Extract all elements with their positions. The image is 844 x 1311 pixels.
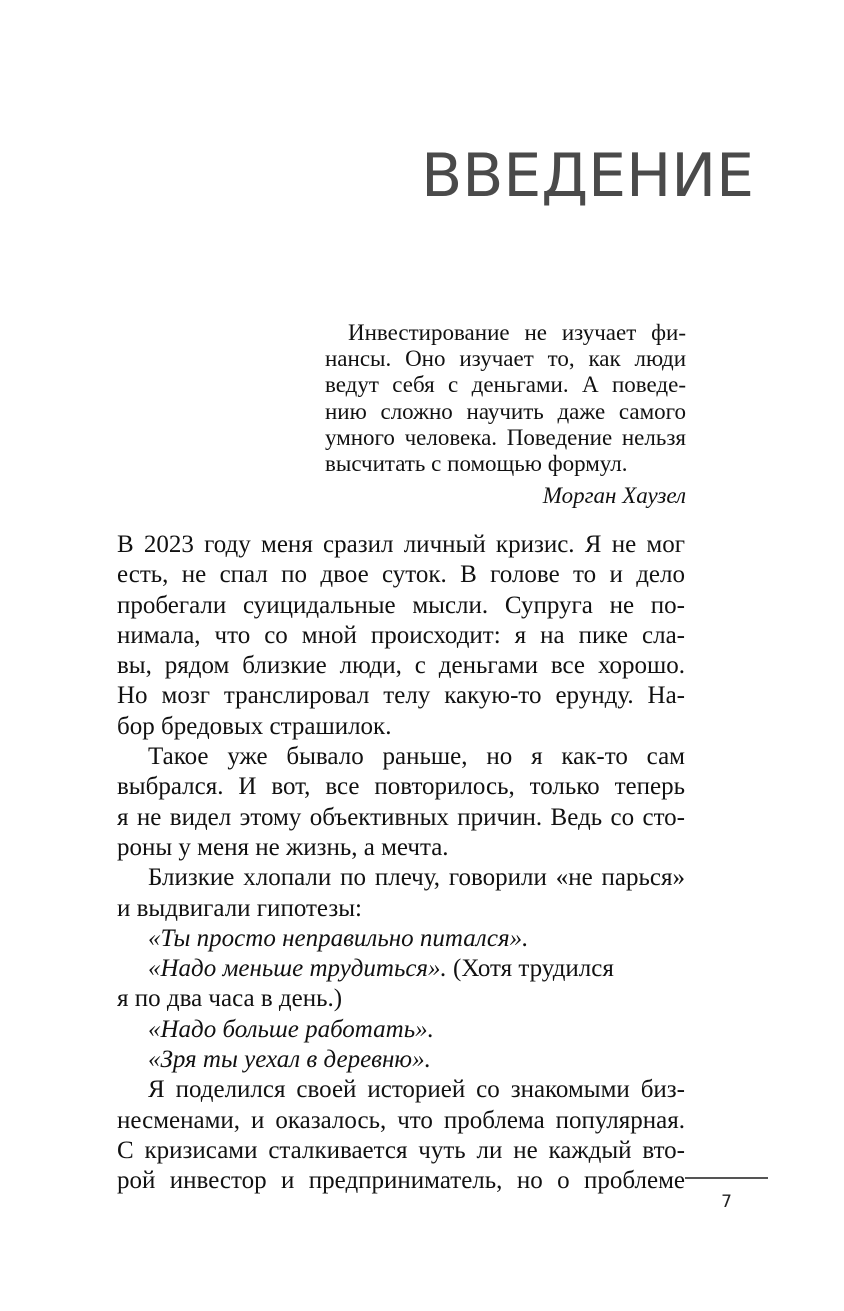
epigraph-line: нию сложно научить даже самого: [325, 398, 686, 424]
body-line: выбрался. И вот, все повторилось, только теперь: [117, 773, 685, 801]
body-line: Я поделился своей историей со знакомыми биз-: [148, 1076, 685, 1104]
body-line: С кризисами сталкивается чуть ли не каждый вто-: [117, 1136, 685, 1164]
body-line: Близкие хлопали по плечу, говорили «не парься»: [148, 864, 685, 892]
body-line: я по два часа в день.): [117, 985, 343, 1013]
chapter-title: ВВЕДЕНИЕ: [421, 141, 754, 211]
quote-text: «Надо больше работать».: [148, 1015, 434, 1043]
body-line: и выдвигали гипотезы:: [117, 894, 362, 922]
epigraph-line: Инвестирование не изучает фи-: [348, 320, 686, 345]
epigraph: [325, 320, 686, 509]
quote-text: «Надо меньше трудиться».: [148, 955, 447, 983]
body-line: [117, 1045, 685, 1075]
body-line: я не видел этому объективных причин. Ведь со сто-: [117, 803, 685, 831]
body-line: [117, 954, 685, 984]
epigraph-line: ведут себя с деньгами. А поведе-: [325, 372, 686, 398]
body-line: [117, 1015, 685, 1045]
body-line: В 2023 году меня сразил личный кризис. Я не мог: [117, 531, 685, 558]
body-line: бор бредовых страшилок.: [117, 712, 392, 740]
quote-text: «Зря ты уехал в деревню».: [148, 1046, 431, 1074]
epigraph-line: умного человека. Поведение нельзя: [325, 424, 686, 450]
epigraph-line: нансы. Оно изучает то, как люди: [325, 346, 686, 372]
body-line: Но мозг транслировал телу какую-то ерунду. На-: [117, 682, 685, 710]
body-line: роны у меня не жизнь, а мечта.: [117, 833, 449, 861]
body-line: пробегали суицидальные мысли. Супруга не по-: [117, 591, 685, 619]
body-line: вы, рядом близкие люди, с деньгами все хорошо.: [117, 652, 685, 680]
body-text: [117, 530, 685, 1197]
body-line: есть, не спал по двое суток. В голове то и дело: [117, 561, 685, 589]
page-number: 7: [721, 1192, 732, 1212]
body-line: рой инвестор и предприниматель, но о проблеме: [117, 1167, 685, 1195]
body-line: несменами, и оказалось, что проблема популярная.: [117, 1106, 685, 1134]
epigraph-author: Морган Хаузел: [542, 483, 686, 509]
body-line: нимала, что со мной происходит: я на пике сла-: [117, 621, 685, 649]
body-line: [117, 924, 685, 954]
aside-text: (Хотя трудился: [446, 955, 614, 983]
footer-rule: [685, 1177, 768, 1179]
body-line: Такое уже бывало раньше, но я как-то сам: [148, 743, 685, 771]
quote-text: «Ты просто неправильно питался».: [148, 924, 529, 952]
epigraph-line: высчитать с помощью формул.: [325, 450, 628, 476]
